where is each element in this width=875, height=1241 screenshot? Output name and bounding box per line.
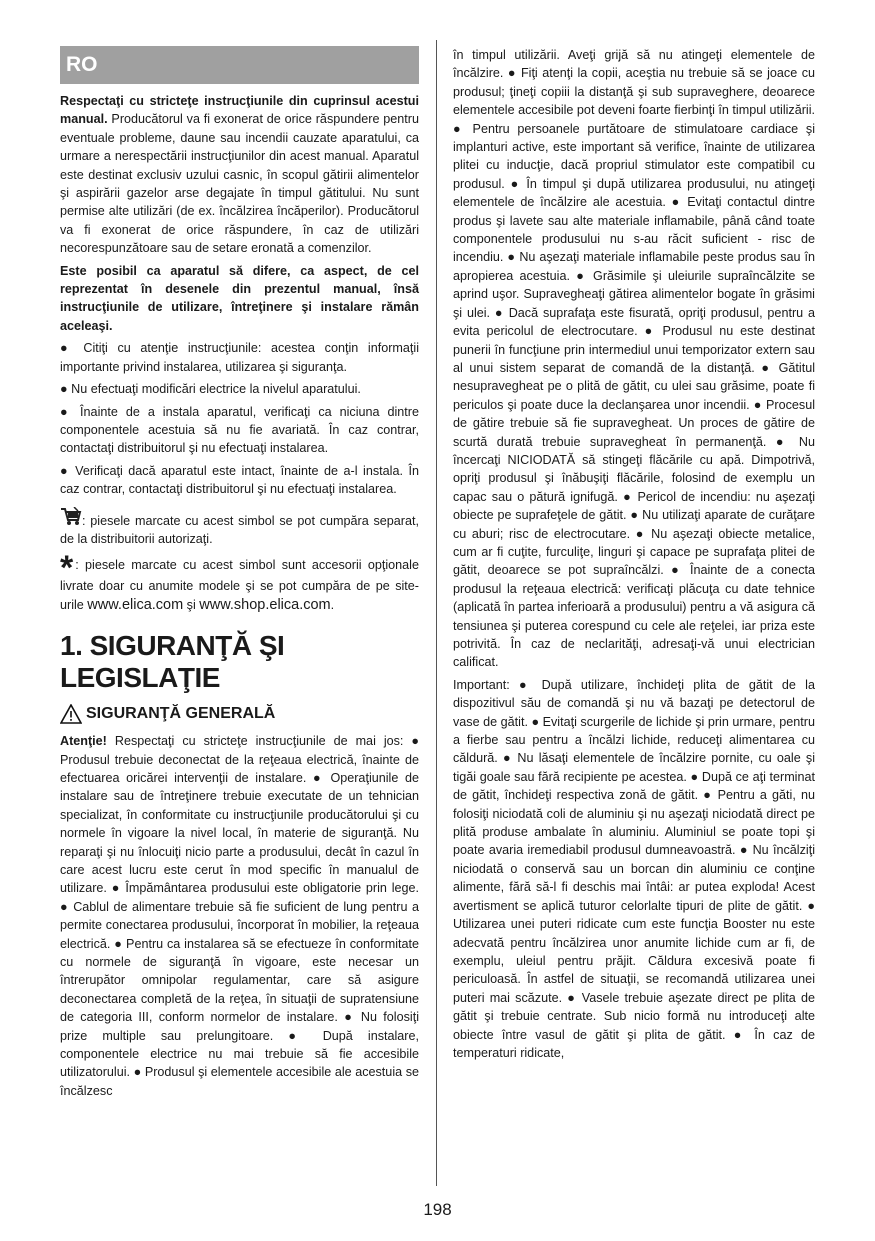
bullet-check-intact: ● Verificaţi dacă aparatul este intact, înainte de a-l instala. În caz contrar, contactaţi distribuitorul şi nu efectuaţi instalarea. [60,463,419,497]
column-divider [436,40,437,1186]
intro-text: Producătorul va fi exonerat de orice răspundere pentru eventuale probleme, daune sau incendii cauzate aparatului, ca urmare a nerespectării instrucţiunilor din acest manual. Aparatul este destinat exclusiv uzului casnic, în scopul gătirii alimentelor şi aspirării gazelor arse degajate în timpul gătitului. Nu sunt permise alte utilizări (de ex. încălzirea încăperilor). Producătorul va fi exonerat de orice răspundere, în caz de utilizări necorespunzătoare sau de setare eronată a comenzilor. [60,112,419,256]
cart-symbol-text: : piesele marcate cu acest simbol se pot cumpăra separat, de la distribuitorii autorizaţi. [60,513,419,546]
safety-paragraph-right: în timpul utilizării. Aveţi grijă să nu atingeţi elementele de încălzire. ● Fiţi atenţi la copii, aceştia nu trebuie să se joace cu produsul; ţineţi copiii la distanţă şi sub supraveghere, deoarece elementele accesibile pot deveni foarte fierbinţi în timpul utilizării. ● Pentru persoanele purtătoare de stimulatoare cardiace şi implanturi active, este important să verifice, înainte de utilizarea plitei cu inducţie, dacă propriul stimulator este compatibil cu produsul. ● În timpul şi după utilizarea produsului, nu atingeţi elementele de încălzire ale acestuia. ● Evitaţi contactul dintre produs şi lavete sau alte materiale inflamabile, până când toate componentele produsului nu s-au răcit suficient - risc de incendiu. ● Nu aşezaţi materiale inflamabile peste produs sau în apropierea acestuia. ● Grăsimile şi uleiurile supraîncălzite se aprind uşor. Supravegheaţi gătirea alimentelor bogate în grăsimi şi ulei. ● Dacă suprafaţa este fisurată, opriţi produsul, pentru a evita pericolul de electrocutare. ● Produsul nu este destinat punerii în funcţiune prin intermediul unui temporizator extern sau al unui sistem separat de comandă de la distanţă. ● Gătitul nesupravegheat pe o plită de gătit, cu ulei sau grăsime, poate fi periculos şi poate duce la declanşarea unor incendii. ● Procesul de gătire trebuie să fie supravegheat. Un proces de gătire de scurtă durată trebuie supravegheat în permanenţă. ● Nu încercaţi NICIODATĂ să stingeţi flăcările cu apă. Dimpotrivă, opriţi produsul şi înăbuşiţi flăcările, folosind de exemplu un capac sau o pătură ignifugă. ● Pericol de incendiu: nu aşezaţi obiecte pe suprafeţele de gătit. ● Nu utilizaţi aparate de curăţare cu aburi; risc de electrocutare. ● Nu aşezaţi obiecte metalice, cum ar fi cuţite, furculiţe, linguri şi capace pe suprafaţa plitei de gătit, deoarece se pot supraîncălzi. ● Înainte de a conecta produsul la reţeaua electrică: verificaţi plăcuţa cu date tehnice (aplicată în partea inferioară a produsului) pentru a vă asigura că tensiunea şi puterea corespund cu cele ale reţelei, iar priza este potrivită. În caz de neclarităţi, adresaţi-vă unui electrician calificat. [453,48,815,670]
appearance-note: Este posibil ca aparatul să difere, ca aspect, de cel reprezentat în desenele din prezentul manual, însă instrucţiunile de utilizare, întreţinere şi instalare rămân aceleaşi. [60,263,419,333]
bullet-check-components: ● Înainte de a instala aparatul, verificaţi ca niciuna dintre componentele acestuia să nu fie avariată. În caz contrar, contactaţi distribuitorul şi nu efectuaţi instalarea. [60,404,419,456]
shopping-cart-icon [60,507,82,527]
end-punct: . [330,597,335,612]
safety-paragraph-left [60,732,419,1100]
star-symbol-text: : piesele marcate cu acest simbol sunt accesorii opţionale livrate doar cu anumite modele şi se pot cumpăra de pe site-urile [60,558,419,612]
warning-triangle-icon [60,704,82,724]
safety-text-left: Respectaţi cu stricteţe instrucţiunile de mai jos: ● Produsul trebuie deconectat de la reţeaua electrică, înainte de efectuarea oricărei intervenţii de instalare. ● Operaţiunile de instalare sau de întreţinere trebuie executate de un tehnician specializat, în conformitate cu instrucţiunile producătorului şi cu normele în vigoare la nivel local, în materie de siguranţă. Nu reparaţi şi nu înlocuiţi nicio parte a produsului, decât în cazul în care acest lucru este cerut în mod specific în manualul de utilizare. ● Împământarea produsului este obligatorie prin lege. ● Cablul de alimentare trebuie să fie suficient de lung pentru a permite conectarea produsului, încorporat în mobilier, la reţeaua electrică. ● Pentru ca instalarea să se efectueze în conformitate cu normele de siguranţă în vigoare, este necesar un întrerupător omnipolar regulamentar, care să asigure deconectarea completă de la reţea, în situaţii de supratensiune de categoria III, conform normelor de instalare. ● Nu folosiţi prize multiple sau prelungitoare. ● După instalare, componentele electrice nu mai trebuie să fie accesibile utilizatorului. ● Produsul şi elementele accesibile ale acestuia se încălzesc [60,734,419,1098]
subsection-title: SIGURANŢĂ GENERALĂ [86,705,276,723]
bullet-read-instructions: ● Citiţi cu atenţie instrucţiunile: acestea conţin informaţii importante privind instalarea, utilizarea şi siguranţa. [60,341,419,374]
section-title: 1. SIGURANŢĂ ŞI LEGISLAŢIE [60,630,285,694]
right-column [453,46,815,1066]
intro-paragraph [60,92,419,258]
link-shop-elica[interactable]: www.shop.elica.com [199,596,331,613]
asterisk-icon: * [60,549,74,588]
page-number: 198 [423,1200,452,1219]
left-column [60,46,419,1104]
cart-symbol-note [60,507,419,549]
important-paragraph: Important: ● După utilizare, închideţi plita de gătit de la dispozitivul său de comandă şi nu vă bazaţi pe detectorul de vase de gătit. ● Evitaţi scurgerile de lichide şi prin urmare, pentru a fierbe sau pentru a încălzi lichide, reduceţi alimentarea cu căldură. ● Nu lăsaţi elementele de încălzire pornite, cu oale şi tigăi goale sau fără recipiente pe acestea. ● După ce aţi terminat de gătit, închideţi respectiva zonă de gătit. ● Pentru a găti, nu folosiţi niciodată coli de aluminiu şi nu aşezaţi niciodată direct pe plită produse ambalate în aluminiu. Aluminiul se poate topi şi poate avaria iremediabil produsul dumneavoastră. ● Nu încălziţi niciodată o conservă sau un borcan din aluminiu ce conţine alimente, fără să-l fi deschis mai întâi: ar putea exploda! Acest avertisment se aplică tuturor celorlalte tipuri de plite de gătit. ● Utilizarea unei puteri ridicate cum este funcţia Booster nu este adecvată pentru încălzirea unor anumite lichide cum ar fi, de exemplu, uleiul pentru prăjit. Căldura excesivă poate fi periculoasă. În astfel de situaţii, se recomandă utilizarea unei puteri mai scăzute. ● Vasele trebuie aşezate direct pe plita de gătit şi trebuie centrate. Sub nicio formă nu introduceţi alte obiecte între vasul de gătit şi plita de gătit. ● În caz de temperaturi ridicate, [453,677,815,1060]
attention-label: Atenţie! [60,734,107,749]
star-symbol-note [60,549,419,614]
and-text: şi [183,597,200,612]
intro-bold-text: Respectaţi cu stricteţe instrucţiunile din cuprinsul acestui manual. [60,94,419,127]
language-header [60,46,419,84]
language-label: RO [66,53,98,76]
subsection-heading [60,704,419,724]
bullet-no-modifications: ● Nu efectuaţi modificări electrice la nivelul aparatului. [60,382,361,397]
link-elica[interactable]: www.elica.com [87,596,184,613]
